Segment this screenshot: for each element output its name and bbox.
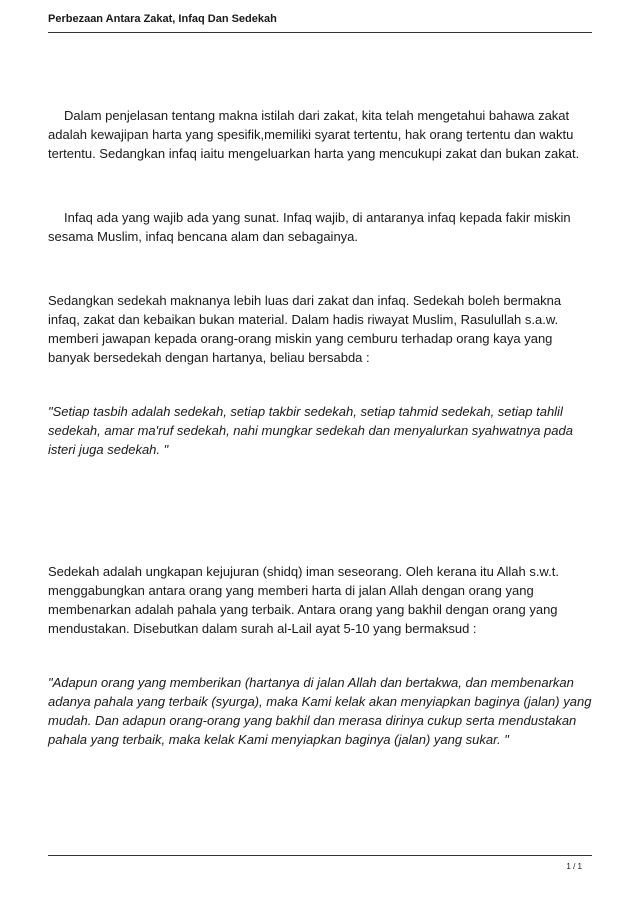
paragraph-sedekah-honesty xyxy=(48,562,596,638)
page-header xyxy=(48,12,592,33)
paragraph-text: Infaq ada yang wajib ada yang sunat. Infaq wajib, di antaranya infaq kepada fakir miskin sesama Muslim, infaq bencana alam dan sebagainya. xyxy=(48,210,571,244)
quote-text: "Setiap tasbih adalah sedekah, setiap takbir sedekah, setiap tahmid sedekah, setiap tahlil sedekah, amar ma'ruf sedekah, nahi mungkar sedekah dan menyalurkan syahwatnya pada isteri juga sedekah. " xyxy=(48,404,573,457)
document-title: Perbezaan Antara Zakat, Infaq Dan Sedekah xyxy=(48,13,277,25)
quran-quote xyxy=(48,673,596,749)
paragraph-text: Sedekah adalah ungkapan kejujuran (shidq) iman seseorang. Oleh kerana itu Allah s.w.t. menggabungkan antara orang yang memberi harta di jalan Allah dengan orang yang membenarkan adalah pahala yang terbaik. Antara orang yang bakhil dengan orang yang mendustakan. Disebutkan dalam surah al-Lail ayat 5-10 yang bermaksud : xyxy=(48,564,559,636)
paragraph-text: Sedangkan sedekah maknanya lebih luas dari zakat dan infaq. Sedekah boleh bermakna infaq, zakat dan kebaikan bukan material. Dalam hadis riwayat Muslim, Rasulullah s.a.w. memberi jawapan kepada orang-orang miskin yang cemburu terhadap orang kaya yang banyak bersedekah dengan hartanya, beliau bersabda : xyxy=(48,293,562,365)
paragraph-zakat-definition xyxy=(48,106,596,163)
quote-text: "Adapun orang yang memberikan (hartanya di jalan Allah dan bertakwa, dan membenarkan adanya pahala yang terbaik (syurga), maka Kami kelak akan menyiapkan baginya (jalan) yang mudah. Dan adapun orang-orang yang bakhil dan merasa dirinya cukup serta mendustakan pahala yang terbaik, maka kelak Kami menyiapkan baginya (jalan) yang sukar. " xyxy=(48,675,592,747)
page-footer xyxy=(48,855,592,878)
page-number: 1 / 1 xyxy=(566,862,582,871)
paragraph-infaq-types xyxy=(48,208,596,246)
paragraph-sedekah-meaning xyxy=(48,291,596,367)
hadith-quote xyxy=(48,402,596,459)
paragraph-text: Dalam penjelasan tentang makna istilah dari zakat, kita telah mengetahui bahawa zakat adalah kewajipan harta yang spesifik,memiliki syarat tertentu, hak orang tertentu dan waktu tertentu. Sedangkan infaq iaitu mengeluarkan harta yang mencukupi zakat dan bukan zakat. xyxy=(48,108,580,161)
